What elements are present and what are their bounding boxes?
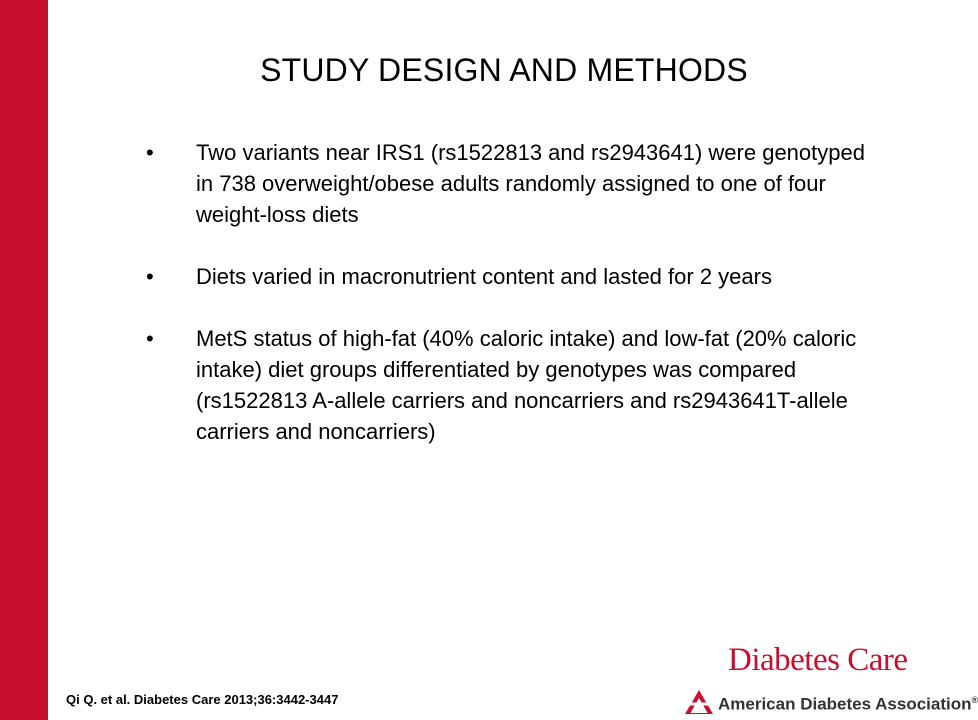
bullet-text: Two variants near IRS1 (rs1522813 and rs2943641) were genotyped in 738 overweight/obese adults randomly assigned to one of four weight-loss diets [196,140,865,227]
slide-title: STUDY DESIGN AND METHODS [260,52,748,88]
ada-logo [684,689,978,715]
organization-name [718,687,978,718]
citation: Qi Q. et al. Diabetes Care 2013;36:3442-3447 [66,692,339,707]
diabetes-care-logo: Diabetes Care [728,642,908,678]
bullet-text: Diets varied in macronutrient content and lasted for 2 years [196,264,772,289]
bullet-item [146,261,886,292]
bullet-marker: • [146,264,154,289]
registered-mark: ® [971,694,978,705]
bullet-list [146,137,886,478]
bullet-marker: • [146,326,154,351]
left-accent-bar [0,0,48,720]
bullet-item [146,137,886,230]
ada-triangle-icon [684,689,714,715]
organization-name-text: American Diabetes Association [718,694,972,714]
bullet-marker: • [146,140,154,165]
bullet-text: MetS status of high-fat (40% caloric intake) and low-fat (20% caloric intake) diet groups differentiated by genotypes was compared (rs1522813 A-allele carriers and noncarriers and rs2943641T-allele carriers and noncarriers) [196,326,857,444]
bullet-item [146,323,886,447]
